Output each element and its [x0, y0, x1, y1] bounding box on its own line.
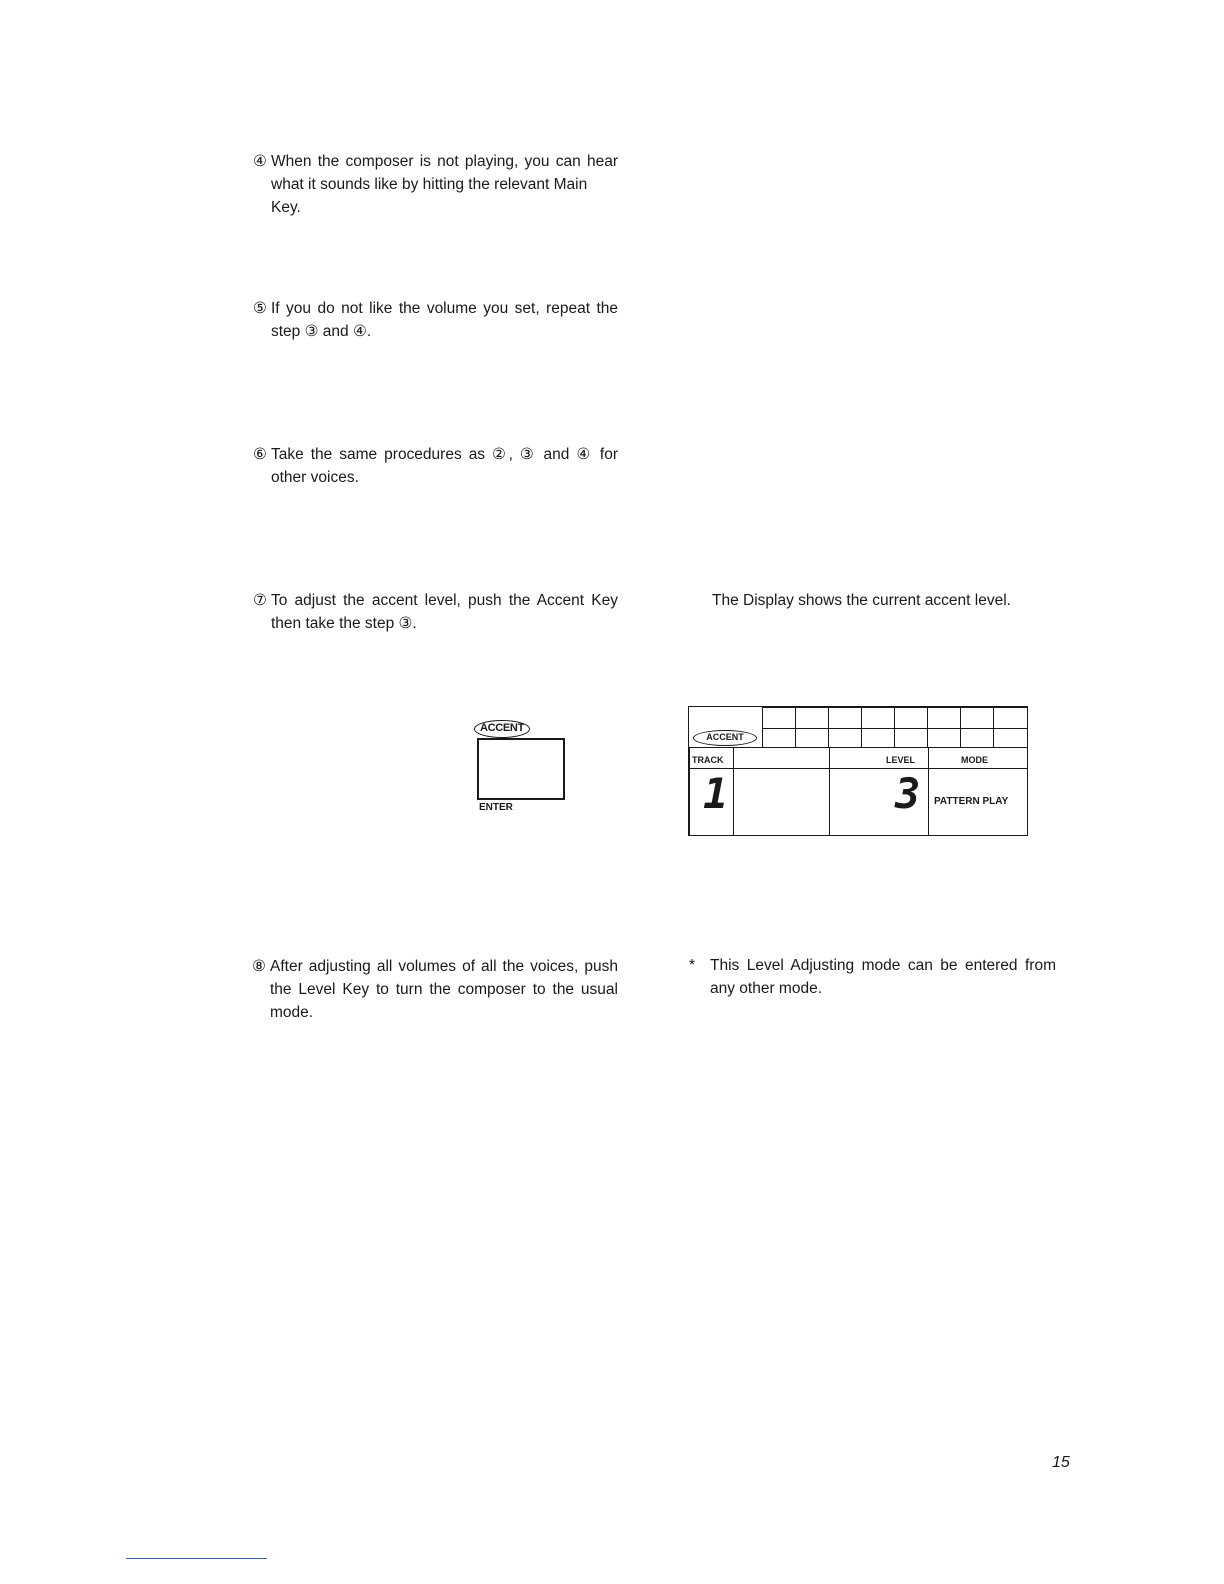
level-mode-note — [689, 954, 1056, 1000]
step-6-number: ⑥ — [253, 446, 267, 463]
step-8 — [252, 955, 618, 1024]
step-8-line-2: the Level Key to turn the composer to the usual — [270, 981, 618, 998]
step-4-line-1: When the composer is not playing, you can hear — [271, 153, 618, 170]
lcd-step-cell — [861, 728, 895, 748]
enter-label: ENTER — [479, 802, 513, 813]
note-line-2: any other mode. — [710, 980, 823, 997]
step-4 — [253, 150, 618, 219]
lcd-track-label: TRACK — [692, 755, 724, 765]
step-5 — [253, 297, 618, 343]
lcd-step-cell — [960, 707, 994, 729]
step-5-line-2: step ③ and ④. — [271, 323, 372, 340]
step-5-number: ⑤ — [253, 300, 267, 317]
page-number: 15 — [1052, 1454, 1070, 1471]
lcd-step-cell — [762, 728, 796, 748]
lcd-level-label: LEVEL — [886, 755, 916, 765]
step-7-line-2: then take the step ③. — [271, 615, 417, 632]
lcd-mode-label: MODE — [961, 755, 988, 765]
lcd-step-cell — [927, 707, 961, 729]
lcd-step-cell — [894, 707, 928, 729]
step-6 — [253, 443, 618, 489]
step-4-number: ④ — [253, 153, 267, 170]
lcd-step-cell — [993, 728, 1028, 748]
step-8-line-1: After adjusting all volumes of all the voices, push — [270, 958, 618, 975]
display-caption: The Display shows the current accent level. — [712, 592, 1011, 609]
lcd-display — [688, 706, 1028, 836]
step-6-line-1: Take the same procedures as ②, ③ and ④ for — [271, 446, 618, 463]
step-6-line-2: other voices. — [271, 469, 359, 486]
step-5-line-1: If you do not like the volume you set, repeat the — [271, 300, 618, 317]
lcd-header-divider — [689, 768, 1028, 769]
step-8-number: ⑧ — [252, 958, 266, 975]
lcd-step-cell — [795, 707, 829, 729]
step-7-line-1: To adjust the accent level, push the Accent Key — [271, 592, 618, 609]
step-4-line-2: what it sounds like by hitting the relevant Main Key. — [271, 176, 588, 216]
lcd-middle-section — [733, 747, 830, 836]
step-7-number: ⑦ — [253, 592, 267, 609]
note-line-1: This Level Adjusting mode can be entered from — [710, 957, 1056, 974]
lcd-step-cell — [993, 707, 1028, 729]
lcd-step-cell — [795, 728, 829, 748]
footer-rule — [126, 1558, 267, 1559]
lcd-step-cell — [828, 728, 862, 748]
lcd-step-cell — [762, 707, 796, 729]
step-7 — [253, 589, 618, 635]
accent-key-label: ACCENT — [474, 720, 530, 738]
lcd-step-cell — [828, 707, 862, 729]
lcd-track-value: 1 — [703, 769, 729, 818]
lcd-step-cell — [894, 728, 928, 748]
step-8-line-3: mode. — [270, 1004, 314, 1021]
lcd-step-cell — [960, 728, 994, 748]
note-asterisk: * — [689, 957, 696, 974]
lcd-step-cell — [927, 728, 961, 748]
lcd-mode-value: PATTERN PLAY — [934, 796, 1009, 807]
accent-key-illustration — [474, 716, 574, 820]
lcd-level-value: 3 — [895, 769, 921, 818]
accent-key-button — [477, 738, 565, 800]
lcd-accent-indicator: ACCENT — [693, 730, 757, 746]
lcd-step-cell — [861, 707, 895, 729]
